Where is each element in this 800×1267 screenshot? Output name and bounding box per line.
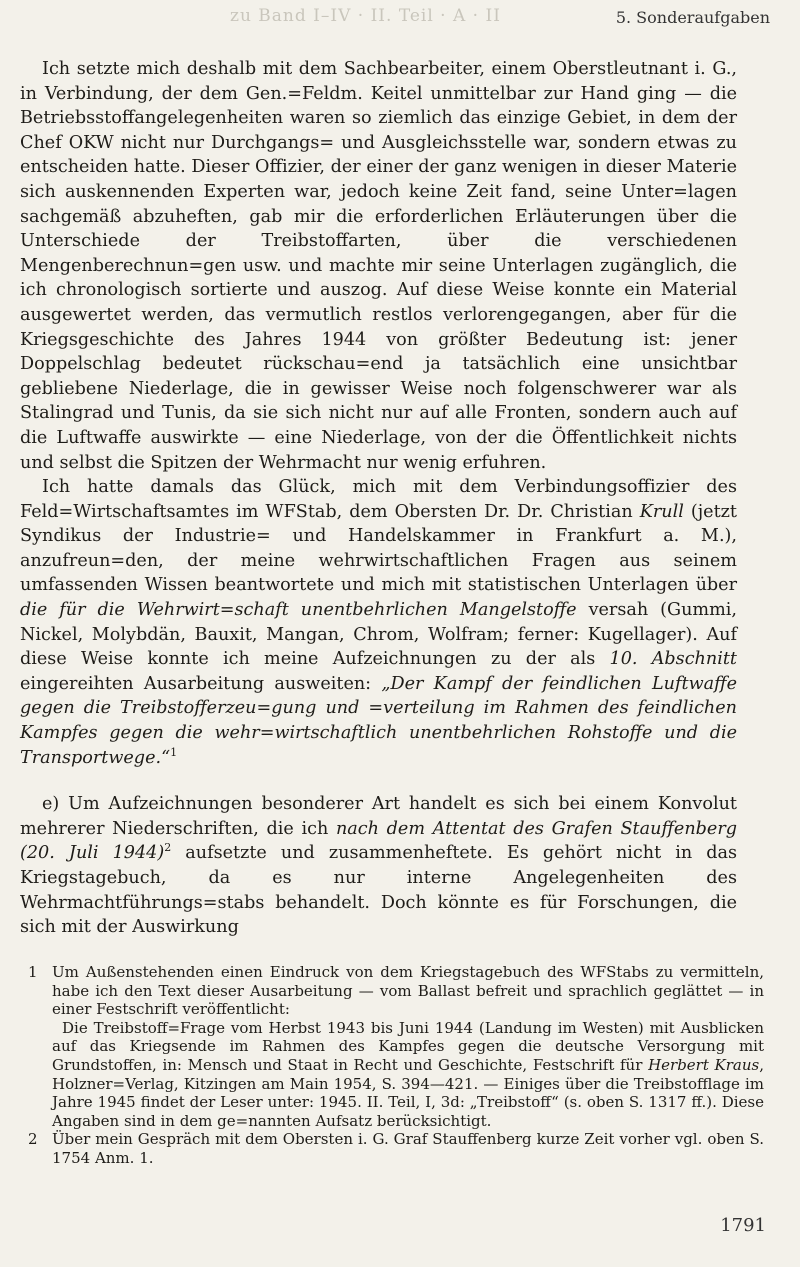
p2-italic-abschnitt: 10. Abschnitt: [609, 649, 737, 670]
page-number: 1791: [720, 1215, 766, 1236]
paragraph-3: [20, 792, 737, 940]
footnote-1-body: [52, 963, 764, 1130]
p3-text-a: e) Um Aufzeichnungen besonderer Art handelt es sich bei einem Konvolut mehrerer Niederschriften, die ich: [20, 794, 737, 839]
bleed-through-header: zu Band I–IV · II. Teil · A · II: [230, 6, 501, 26]
footnote-1-cont-b: , Holzner=Verlag, Kitzingen am Main 1954, S. 394—421. — Einiges über die Treibstofflage im Jahre 1945 findet der Leser unter: 1945. II. Teil, I, 3d: „Treibstoff“ (s. oben S. 1317 ff.). Diese Angaben sind in dem ge=nannten Aufsatz berücksichtigt.: [52, 1055, 764, 1130]
p2-italic-mangelstoffe: die für die Wehrwirt=schaft unentbehrlichen Mangelstoffe: [20, 600, 577, 621]
person-kraus: Herbert Kraus: [648, 1055, 760, 1074]
person-krull: Krull: [639, 501, 684, 522]
paragraph-1: Ich setzte mich deshalb mit dem Sachbearbeiter, einem Oberstleutnant i. G., in Verbindung, der dem Gen.=Feldm. Keitel unmittelbar zur Hand ging — die Betriebsstoffangelegenheiten waren so ziemlich das einzige Gebiet, in dem der Chef OKW nicht nur Durchgangs= und Ausgleichsstelle war, sondern etwas zu entscheiden hatte. Dieser Offizier, der einer der ganz wenigen in dieser Materie sich auskennenden Experten war, jedoch keine Zeit fand, seine Unter=lagen sachgemäß abzuheften, gab mir die erforderlichen Erläuterungen über die Unterschiede der Treibstoffarten, über die verschiedenen Mengenberechnun=gen usw. und machte mir seine Unterlagen zugänglich, die ich chronologisch sortierte und auszog. Auf diese Weise konnte ein Material ausgewertet werden, das vermutlich restlos verlorengegangen, aber für die Kriegsgeschichte des Jahres 1944 von größter Bedeutung ist: jener Doppelschlag bedeutet rückschau=end ja tatsächlich eine unsichtbar gebliebene Niederlage, die in gewisser Weise noch folgenschwerer war als Stalingrad und Tunis, da sie sich nicht nur auf alle Fronten, sondern auch auf die Luftwaffe auswirkte — eine Niederlage, von der die Öffentlichkeit nichts und selbst die Spitzen der Wehrmacht nur wenig erfuhren.: [20, 59, 737, 473]
running-header: 5. Sonderaufgaben: [615, 8, 770, 27]
p2-text-b: (jetzt Syndikus der Industrie= und Handelskammer in Frankfurt a. M.), anzufreun=den, der meine wehrwirtschaftlichen Fragen aus seinem umfassenden Wissen beantwortete und mich mit statistischen Unterlagen über: [20, 501, 737, 596]
paragraph-2: [20, 475, 737, 770]
footnote-1-text: Um Außenstehenden einen Eindruck von dem Kriegstagebuch des WFStabs zu vermitteln, habe ich den Text dieser Ausarbeitung — vom Ballast befreit und sprachlich geglättet — in einer Festschrift veröffentlicht:: [52, 963, 764, 1019]
footnote-1-number: 1: [28, 963, 38, 981]
footnote-2: [20, 1130, 764, 1167]
footnote-2-number: 2: [28, 1130, 38, 1149]
footnote-1-continuation: [52, 1019, 764, 1131]
p3-text-b: aufsetzte und zusammenheftete. Es gehört nicht in das Kriegstagebuch, da es nur interne Angelegenheiten des Wehrmachtführungs=stabs behandelt. Doch könnte es für Forschungen, die sich mit der Auswirkung: [20, 843, 737, 938]
footnotes: [20, 963, 764, 1168]
footnote-1: [20, 963, 764, 1130]
p3-italic-attentat: nach dem Attentat des Grafen Stauffenberg (20. Juli 1944): [20, 818, 737, 864]
p2-text-c: versah (Gummi, Nickel, Molybdän, Bauxit, Mangan, Chrom, Wolfram; ferner: Kugellager). Auf diese Weise konnte ich meine Aufzeichnungen zu der als: [20, 600, 737, 670]
p2-text-a: Ich hatte damals das Glück, mich mit dem Verbindungsoffizier des Feld=Wirtschaftsamtes im WFStab, dem Obersten Dr. Dr. Christian: [20, 477, 737, 522]
footnote-2-text: Über mein Gespräch mit dem Obersten i. G. Graf Stauffenberg kurze Zeit vorher vgl. oben S. 1754 Anm. 1.: [52, 1130, 764, 1167]
footnote-ref-2[interactable]: 2: [164, 841, 172, 855]
p2-italic-title: „Der Kampf der feindlichen Luftwaffe gegen die Treibstofferzeu=gung und =verteilung im Rahmen des feindlichen Kampfes gegen die wehr=wirtschaftlich unentbehrlichen Rohstoffe und die Transportwege.“: [20, 673, 737, 768]
footnote-1-cont-a: Die Treibstoff=Frage vom Herbst 1943 bis Juni 1944 (Landung im Westen) mit Ausblicken auf das Kriegsende im Rahmen des Kampfes gegen die deutsche Versorgung mit Grundstoffen, in: Mensch und Staat in Recht und Geschichte, Festschrift für: [52, 1018, 764, 1074]
footnote-ref-1[interactable]: 1: [170, 745, 178, 759]
p2-text-d: eingereihten Ausarbeitung ausweiten:: [20, 673, 382, 694]
main-text: [20, 57, 737, 940]
